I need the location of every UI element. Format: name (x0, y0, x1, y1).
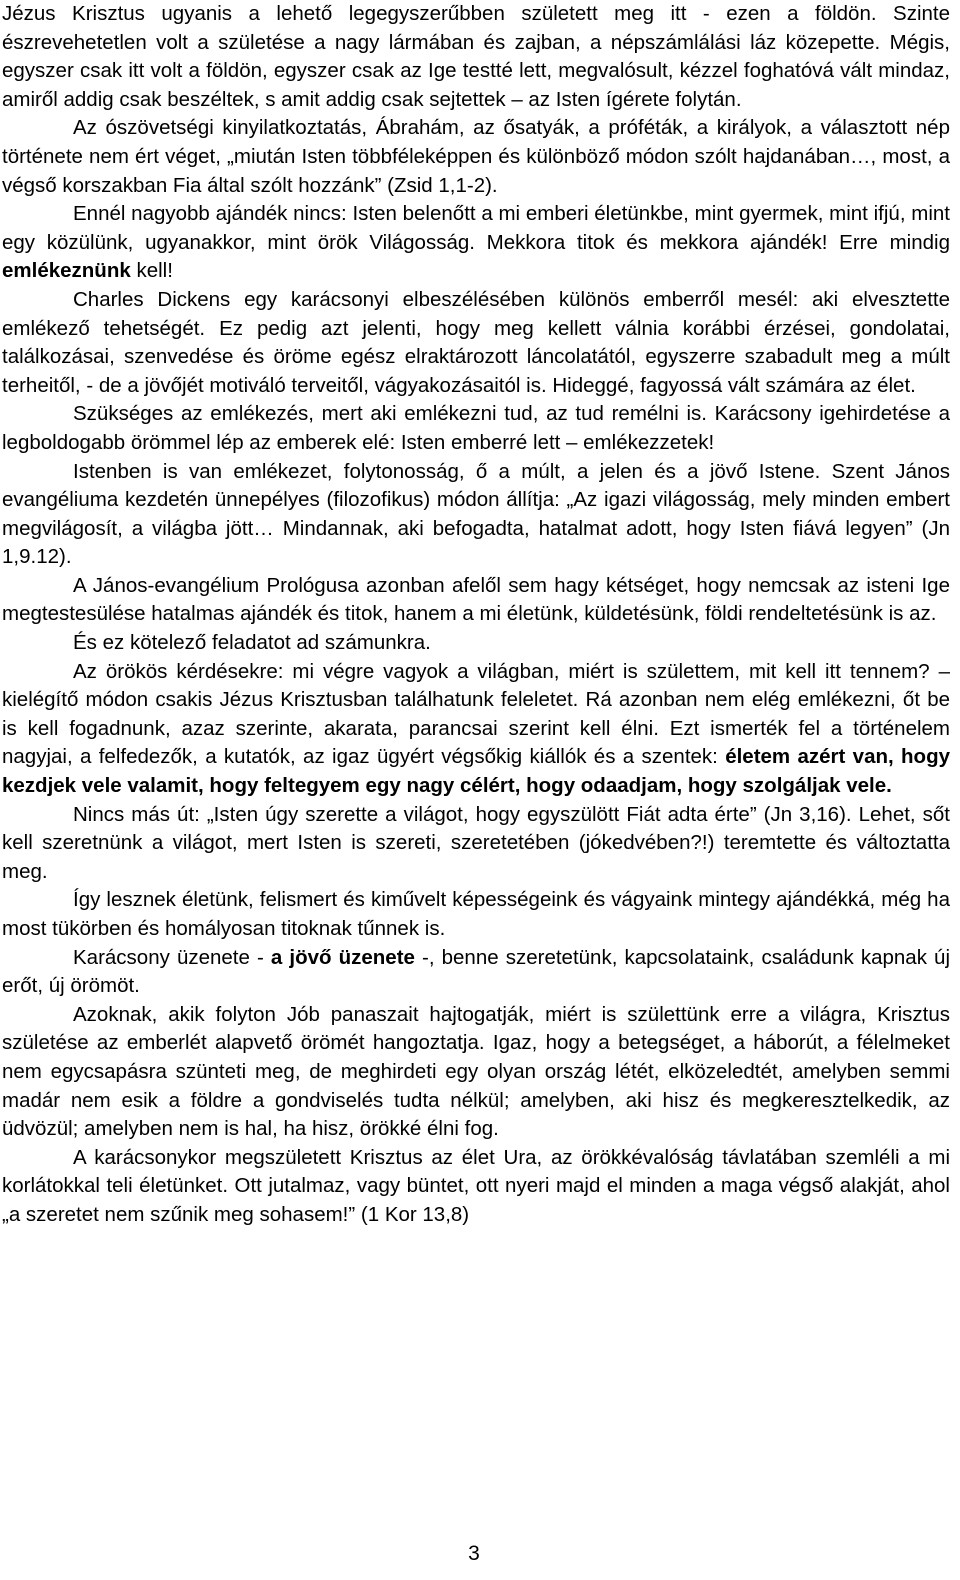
paragraph-8: És ez kötelező feladatot ad számunkra. (73, 631, 431, 655)
paragraph-11: Így lesznek életünk, felismert és kiművelt képességeink és vágyaink mintegy ajándékká, még ha most tükörben és homályosan titoknak tűnnek is. (2, 888, 950, 940)
paragraph-1: Jézus Krisztus ugyanis a lehető legegyszerűbben született meg itt - ezen a földön. Szinte észrevehetetlen volt a születése a nagy lármában és zajban, a népszámlálási láz közepette. Mégis, egyszer csak itt volt a földön, egyszer csak az Ige testté lett, megvalósult, kézzel foghatóvá vált mindaz, amiről addig csak beszéltek, s amit addig csak sejtettek – az Isten ígérete folytán. (2, 2, 950, 111)
paragraph-9: Az örökös kérdésekre: mi végre vagyok a világban, miért is születtem, mit kell itt tennem? – kielégítő módon csakis Jézus Krisztusban találhatunk feleletet. Rá azonban nem elég emlékezni, őt be is kell fogadnunk, azaz szerinte, akarata, parancsai szerint kell élni. Ezt ismerték fel a történelem nagyjai, a felfedezők, a kutatók, az igaz ügyért végsőkig kiállók és a szentek: életem azért van, hogy kezdjek vele valamit, hogy feltegyem egy nagy célért, hogy odaadjam, hogy szolgáljak vele. (2, 659, 950, 798)
paragraph-14: A karácsonykor megszületett Krisztus az élet Ura, az örökkévalóság távlatában szemléli a mi korlátokkal teli életünket. Ott jutalmaz, vagy büntet, ott nyeri majd el minden a maga végső alakját, ahol „a szeretet nem szűnik meg sohasem!” (1 Kor 13,8) (2, 1145, 950, 1226)
paragraph-10: Nincs más út: „Isten úgy szerette a világot, hogy egyszülött Fiát adta érte” (Jn 3,16). Lehet, sőt kell szeretnünk a világot, mert Isten is szereti, szeretetében (jókedvében?!) teremtette és változtatta meg. (2, 802, 950, 883)
page-number: 3 (468, 1542, 480, 1565)
emphasis-eletem: életem azért van, hogy kezdjek vele valamit, hogy feltegyem egy nagy célért, hogy odaadjam, hogy szolgáljak vele. (2, 745, 950, 798)
paragraph-6: Istenben is van emlékezet, folytonosság, ő a múlt, a jelen és a jövő Istene. Szent János evangéliuma kezdetén ünnepélyes (filozofikus) módon állítja: „Az igazi világosság, mely minden embert megvilágosít, a világba jött… Mindannak, aki befogadta, hatalmat adott, hogy Isten fiává legyen” (Jn 1,9.12). (2, 459, 950, 569)
emphasis-emlekeznunk: emlékeznünk (2, 259, 131, 283)
emphasis-jovo-uzenete: a jövő üzenete (270, 945, 415, 969)
paragraph-2: Az ószövetségi kinyilatkoztatás, Ábrahám, az ősatyák, a próféták, a királyok, a választott nép története nem ért véget, „miután Isten többféleképpen és különböző módon szólt hajdanában…, most, a végső korszakban Fia által szólt hozzánk” (Zsid 1,1-2). (2, 116, 950, 197)
paragraph-4: Charles Dickens egy karácsonyi elbeszélésében különös emberről mesél: aki elvesztette emlékező tehetségét. Ez pedig azt jelenti, hogy meg kellett válnia korábbi érzései, gondolatai, találkozásai, szenvedése és öröme egész elraktározott láncolatától, egyszerre szabadult meg a múlt terheitől, - de a jövőjét motiváló terveitől, vágyakozásaitól is. Hideggé, fagyossá vált számára az élet. (2, 287, 950, 397)
paragraph-3: Ennél nagyobb ajándék nincs: Isten belenőtt a mi emberi életünkbe, mint gyermek, mint ifjú, mint egy közülünk, ugyanakkor, mint örök Világosság. Mekkora titok és mekkora ajándék! Erre mindig emlékeznünk kell! (2, 202, 950, 283)
paragraph-7: A János-evangélium Prológusa azonban afelől sem hagy kétséget, hogy nemcsak az isteni Ige megtestesülése hatalmas ajándék és titok, hanem a mi életünk, küldetésünk, földi rendeltetésünk is az. (2, 573, 950, 626)
paragraph-13: Azoknak, akik folyton Jób panaszait hajtogatják, miért is születtünk erre a világra, Krisztus születése az emberlét alapvető örömét hangoztatja. Igaz, hogy a betegséget, a háborút, a félelmeket nem egycsapásra szünteti meg, de meghirdeti egy olyan ország létét, elközeledtét, amelyben semmi madár nem esik a földre a gondviselés tudta nélkül; amelyben, aki hisz és megkeresztelkedik, az üdvözül; amelyben nem is hal, ha hisz, örökké élni fog. (2, 1002, 950, 1141)
document-body (2, 0, 950, 1230)
paragraph-12: Karácsony üzenete - a jövő üzenete -, benne szeretetünk, kapcsolataink, családunk kapnak új erőt, új örömöt. (2, 945, 950, 998)
paragraph-5: Szükséges az emlékezés, mert aki emlékezni tud, az tud remélni is. Karácsony igehirdetése a legboldogabb örömmel lép az emberek elé: Isten emberré lett – emlékezzetek! (2, 402, 950, 454)
